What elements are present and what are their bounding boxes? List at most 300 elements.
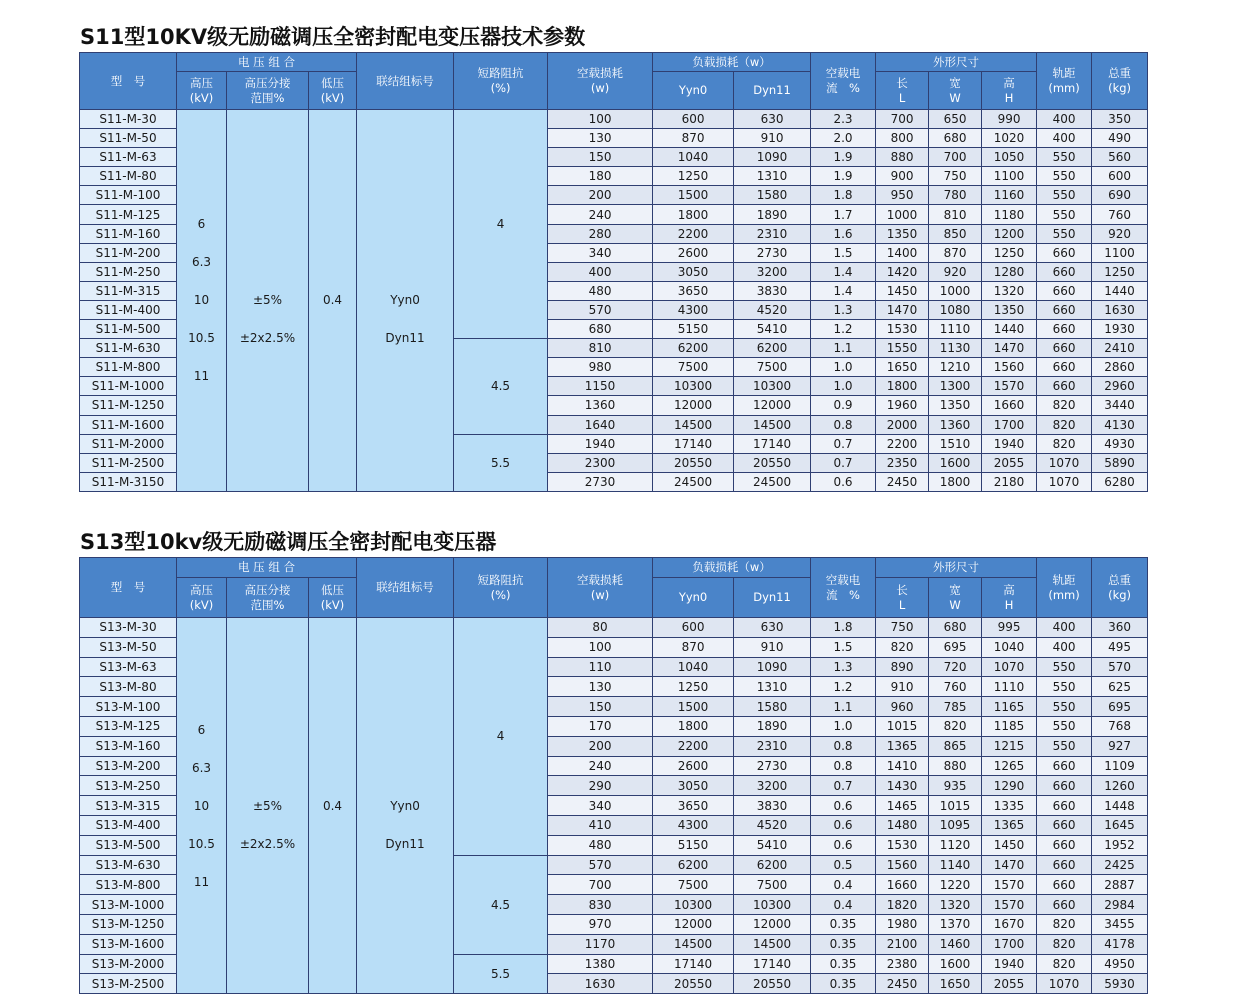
header-line: 范围%	[250, 90, 285, 105]
data-cell: 1930	[1092, 320, 1148, 339]
data-cell: 2200	[653, 736, 734, 756]
lv-value: 0.4	[322, 293, 343, 308]
data-cell: 340	[548, 243, 653, 262]
data-cell: 2410	[1092, 339, 1148, 358]
data-cell: 0.8	[811, 756, 876, 776]
data-cell: 820	[1037, 954, 1092, 974]
col-noload-current-header	[811, 53, 876, 110]
data-cell: 1700	[982, 415, 1037, 434]
col-height-header	[982, 72, 1037, 110]
data-cell: 1800	[653, 205, 734, 224]
data-cell: 550	[1037, 677, 1092, 697]
lv-merged-cell	[309, 110, 357, 492]
data-cell: 2.0	[811, 129, 876, 148]
data-cell: 24500	[734, 472, 811, 491]
col-impedance-header	[454, 53, 548, 110]
data-cell: 1570	[982, 875, 1037, 895]
data-cell: 4930	[1092, 434, 1148, 453]
data-cell: 4520	[734, 300, 811, 319]
data-cell: 1350	[876, 224, 929, 243]
data-cell: 1960	[876, 396, 929, 415]
model-cell: S11-M-400	[80, 300, 177, 319]
data-cell: 1335	[982, 796, 1037, 816]
data-cell: 2887	[1092, 875, 1148, 895]
data-cell: 550	[1037, 697, 1092, 717]
data-cell: 12000	[734, 396, 811, 415]
model-cell: S13-M-125	[80, 716, 177, 736]
data-cell: 820	[1037, 415, 1092, 434]
data-cell: 695	[929, 637, 982, 657]
data-cell: 1.6	[811, 224, 876, 243]
data-cell: 810	[548, 339, 653, 358]
data-cell: 5150	[653, 320, 734, 339]
data-cell: 0.8	[811, 415, 876, 434]
data-cell: 7500	[653, 875, 734, 895]
header-line: (kg)	[1108, 587, 1132, 602]
data-cell: 1090	[734, 657, 811, 677]
data-cell: 1070	[1037, 453, 1092, 472]
data-cell: 1310	[734, 677, 811, 697]
impedance-merged-cell: 5.5	[454, 434, 548, 491]
data-cell: 2350	[876, 453, 929, 472]
header-line: 长	[896, 75, 908, 90]
data-cell: 1.4	[811, 281, 876, 300]
impedance-merged-cell: 4	[454, 110, 548, 339]
data-cell: 1560	[982, 358, 1037, 377]
data-cell: 1170	[548, 934, 653, 954]
header-line: H	[1004, 597, 1014, 612]
data-cell: 480	[548, 281, 653, 300]
data-cell: 600	[653, 618, 734, 638]
col-weight-header	[1092, 558, 1148, 618]
data-cell: 130	[548, 677, 653, 697]
header-line: 高	[1003, 75, 1015, 90]
data-cell: 1.5	[811, 243, 876, 262]
table-row	[80, 110, 1204, 129]
header-line: L	[898, 90, 906, 105]
data-cell: 980	[548, 358, 653, 377]
data-cell: 935	[929, 776, 982, 796]
data-cell: 1800	[653, 716, 734, 736]
data-cell: 630	[734, 110, 811, 129]
data-cell: 1109	[1092, 756, 1148, 776]
header-line: 低压	[321, 582, 345, 597]
data-cell: 865	[929, 736, 982, 756]
header-line: 短路阻抗	[477, 572, 524, 587]
model-cell: S11-M-1250	[80, 396, 177, 415]
data-cell: 1440	[1092, 281, 1148, 300]
data-cell: 1470	[982, 339, 1037, 358]
data-cell: 785	[929, 697, 982, 717]
col-lv-header	[309, 578, 357, 618]
col-gauge-header	[1037, 558, 1092, 618]
model-cell: S11-M-800	[80, 358, 177, 377]
col-dims-header: 外形尺寸	[876, 558, 1037, 578]
data-cell: 680	[548, 320, 653, 339]
header-line: 宽	[949, 582, 961, 597]
data-cell: 7500	[734, 875, 811, 895]
data-cell: 3440	[1092, 396, 1148, 415]
connection-value: Dyn11	[385, 836, 425, 851]
data-cell: 2450	[876, 974, 929, 994]
data-cell: 1.1	[811, 339, 876, 358]
col-width-header	[929, 72, 982, 110]
data-cell: 1470	[982, 855, 1037, 875]
data-cell: 240	[548, 756, 653, 776]
data-cell: 0.7	[811, 434, 876, 453]
data-cell: 1952	[1092, 835, 1148, 855]
model-cell: S13-M-800	[80, 875, 177, 895]
model-cell: S11-M-630	[80, 339, 177, 358]
data-cell: 550	[1037, 167, 1092, 186]
data-cell: 3455	[1092, 914, 1148, 934]
header-line: (kg)	[1108, 81, 1132, 95]
data-cell: 12000	[653, 396, 734, 415]
data-cell: 3200	[734, 262, 811, 281]
data-cell: 1.7	[811, 205, 876, 224]
header-line: L	[898, 597, 906, 612]
data-cell: 17140	[653, 434, 734, 453]
data-cell: 700	[876, 110, 929, 129]
data-cell: 5930	[1092, 974, 1148, 994]
data-cell: 1890	[734, 716, 811, 736]
data-cell: 1480	[876, 815, 929, 835]
model-cell: S13-M-2500	[80, 974, 177, 994]
data-cell: 14500	[734, 415, 811, 434]
data-cell: 1290	[982, 776, 1037, 796]
col-height-header	[982, 578, 1037, 618]
header-line: H	[1004, 90, 1014, 105]
col-hv-header	[177, 578, 227, 618]
header-line: 高压分接	[244, 75, 291, 90]
data-cell: 760	[929, 677, 982, 697]
data-cell: 1470	[876, 300, 929, 319]
data-cell: 3050	[653, 262, 734, 281]
header-line: W	[949, 90, 961, 105]
data-cell: 0.7	[811, 453, 876, 472]
header-line: 高压分接	[244, 582, 291, 597]
data-cell: 570	[1092, 657, 1148, 677]
data-cell: 1.9	[811, 167, 876, 186]
model-cell: S11-M-500	[80, 320, 177, 339]
model-cell: S11-M-200	[80, 243, 177, 262]
model-cell: S13-M-400	[80, 815, 177, 835]
data-cell: 570	[548, 300, 653, 319]
data-cell: 660	[1037, 796, 1092, 816]
lv-merged-cell	[309, 618, 357, 994]
data-cell: 1670	[982, 914, 1037, 934]
hv-value: 10.5	[188, 331, 215, 346]
header-line: (%)	[490, 81, 511, 95]
data-cell: 14500	[734, 934, 811, 954]
model-cell: S11-M-1000	[80, 377, 177, 396]
data-cell: 1450	[982, 835, 1037, 855]
data-cell: 1650	[929, 974, 982, 994]
impedance-merged-cell: 5.5	[454, 954, 548, 994]
col-load-loss-header: 负载损耗（w）	[653, 558, 811, 578]
data-cell: 820	[1037, 434, 1092, 453]
model-cell: S11-M-100	[80, 186, 177, 205]
data-cell: 910	[734, 129, 811, 148]
model-cell: S13-M-1600	[80, 934, 177, 954]
data-cell: 2860	[1092, 358, 1148, 377]
header-line: (%)	[490, 587, 511, 602]
data-cell: 800	[876, 129, 929, 148]
data-cell: 1.9	[811, 148, 876, 167]
header-line: 范围%	[250, 597, 285, 612]
model-cell: S13-M-200	[80, 756, 177, 776]
data-cell: 1370	[929, 914, 982, 934]
data-cell: 1940	[982, 434, 1037, 453]
model-cell: S13-M-1000	[80, 895, 177, 915]
col-dyn11-header: Dyn11	[734, 578, 811, 618]
data-cell: 1110	[982, 677, 1037, 697]
hv-value: 10	[193, 293, 210, 308]
data-cell: 890	[876, 657, 929, 677]
data-cell: 110	[548, 657, 653, 677]
header-line: 高	[1003, 582, 1015, 597]
data-cell: 660	[1037, 358, 1092, 377]
data-cell: 660	[1037, 339, 1092, 358]
data-cell: 660	[1037, 835, 1092, 855]
data-cell: 200	[548, 186, 653, 205]
col-noload-loss-header	[548, 558, 653, 618]
data-cell: 150	[548, 148, 653, 167]
data-cell: 1350	[929, 396, 982, 415]
data-cell: 600	[653, 110, 734, 129]
data-cell: 660	[1037, 281, 1092, 300]
data-cell: 1380	[548, 954, 653, 974]
data-cell: 1420	[876, 262, 929, 281]
data-cell: 1600	[929, 453, 982, 472]
header-line: 总重	[1108, 66, 1132, 80]
hv-value: 6	[197, 217, 206, 232]
data-cell: 660	[1037, 262, 1092, 281]
data-cell: 2055	[982, 974, 1037, 994]
data-cell: 2450	[876, 472, 929, 491]
data-cell: 6200	[734, 855, 811, 875]
data-cell: 360	[1092, 618, 1148, 638]
data-cell: 2.3	[811, 110, 876, 129]
data-cell: 1570	[982, 895, 1037, 915]
hv-value: 11	[193, 369, 210, 384]
data-cell: 20550	[653, 453, 734, 472]
data-cell: 1940	[548, 434, 653, 453]
data-cell: 0.35	[811, 954, 876, 974]
data-cell: 3830	[734, 281, 811, 300]
header-line: 短路阻抗	[477, 66, 524, 80]
data-cell: 1580	[734, 186, 811, 205]
data-cell: 400	[1037, 637, 1092, 657]
data-cell: 1600	[929, 954, 982, 974]
header-line: (kV)	[320, 597, 345, 612]
data-cell: 995	[982, 618, 1037, 638]
col-yyn0-header: Yyn0	[653, 578, 734, 618]
header-line: 高压	[190, 75, 213, 90]
data-cell: 240	[548, 205, 653, 224]
data-cell: 1100	[1092, 243, 1148, 262]
hv-value: 11	[193, 874, 210, 889]
data-cell: 2310	[734, 736, 811, 756]
header-line: 流 %	[826, 81, 860, 95]
data-cell: 1095	[929, 815, 982, 835]
data-cell: 880	[876, 148, 929, 167]
data-cell: 1650	[876, 358, 929, 377]
data-cell: 1310	[734, 167, 811, 186]
data-cell: 130	[548, 129, 653, 148]
col-weight-header	[1092, 53, 1148, 110]
data-cell: 1040	[982, 637, 1037, 657]
data-cell: 550	[1037, 736, 1092, 756]
data-cell: 1165	[982, 697, 1037, 717]
data-cell: 180	[548, 167, 653, 186]
data-cell: 10300	[653, 895, 734, 915]
data-cell: 927	[1092, 736, 1148, 756]
data-cell: 660	[1037, 895, 1092, 915]
data-cell: 6200	[653, 855, 734, 875]
data-cell: 1.5	[811, 637, 876, 657]
data-cell: 1.1	[811, 697, 876, 717]
data-cell: 1450	[876, 281, 929, 300]
data-cell: 1448	[1092, 796, 1148, 816]
model-cell: S11-M-160	[80, 224, 177, 243]
data-cell: 1.0	[811, 377, 876, 396]
data-cell: 1280	[982, 262, 1037, 281]
data-cell: 0.35	[811, 914, 876, 934]
header-line: (mm)	[1048, 81, 1080, 95]
data-cell: 4300	[653, 300, 734, 319]
col-yyn0-header: Yyn0	[653, 72, 734, 110]
header-line: (w)	[590, 81, 610, 95]
data-cell: 5150	[653, 835, 734, 855]
data-cell: 100	[548, 637, 653, 657]
data-cell: 820	[876, 637, 929, 657]
hv-value: 6.3	[191, 760, 212, 775]
data-cell: 14500	[653, 934, 734, 954]
data-cell: 1.8	[811, 618, 876, 638]
col-noload-loss-header	[548, 53, 653, 110]
data-cell: 2380	[876, 954, 929, 974]
data-cell: 960	[876, 697, 929, 717]
data-cell: 1560	[876, 855, 929, 875]
data-cell: 1250	[653, 167, 734, 186]
col-dims-header: 外形尺寸	[876, 53, 1037, 72]
data-cell: 1050	[982, 148, 1037, 167]
data-cell: 680	[929, 129, 982, 148]
data-cell: 2984	[1092, 895, 1148, 915]
model-cell: S13-M-63	[80, 657, 177, 677]
data-cell: 80	[548, 618, 653, 638]
model-cell: S13-M-1250	[80, 914, 177, 934]
data-cell: 1410	[876, 756, 929, 776]
header-line: (mm)	[1048, 587, 1080, 602]
data-cell: 1530	[876, 320, 929, 339]
header-line: (w)	[590, 587, 610, 602]
data-cell: 1510	[929, 434, 982, 453]
data-cell: 1110	[929, 320, 982, 339]
data-cell: 1460	[929, 934, 982, 954]
data-cell: 830	[548, 895, 653, 915]
data-cell: 20550	[653, 974, 734, 994]
header-line: 轨距	[1052, 572, 1076, 587]
data-cell: 810	[929, 205, 982, 224]
header-line: 空载损耗	[577, 572, 624, 587]
data-cell: 1000	[876, 205, 929, 224]
data-cell: 5890	[1092, 453, 1148, 472]
tap-value: ±2x2.5%	[239, 331, 296, 346]
data-cell: 4520	[734, 815, 811, 835]
table-title: S13型10kv级无励磁调压全密封配电变压器	[80, 530, 497, 554]
data-cell: 2200	[876, 434, 929, 453]
data-cell: 1580	[734, 697, 811, 717]
model-cell: S13-M-500	[80, 835, 177, 855]
connection-value: Yyn0	[390, 293, 420, 308]
connection-value: Yyn0	[390, 798, 420, 813]
data-cell: 0.35	[811, 974, 876, 994]
data-cell: 0.8	[811, 736, 876, 756]
data-cell: 340	[548, 796, 653, 816]
data-cell: 750	[929, 167, 982, 186]
col-lv-header	[309, 72, 357, 110]
data-cell: 1360	[929, 415, 982, 434]
data-cell: 1.4	[811, 262, 876, 281]
data-cell: 660	[1037, 756, 1092, 776]
header-line: 长	[896, 582, 908, 597]
data-cell: 200	[548, 736, 653, 756]
model-cell: S11-M-125	[80, 205, 177, 224]
data-cell: 17140	[653, 954, 734, 974]
data-cell: 550	[1037, 657, 1092, 677]
data-cell: 0.7	[811, 776, 876, 796]
data-cell: 150	[548, 697, 653, 717]
data-cell: 1215	[982, 736, 1037, 756]
data-cell: 1320	[929, 895, 982, 915]
model-cell: S13-M-315	[80, 796, 177, 816]
data-cell: 490	[1092, 129, 1148, 148]
data-cell: 660	[1037, 243, 1092, 262]
data-cell: 2600	[653, 756, 734, 776]
data-cell: 2000	[876, 415, 929, 434]
header-line: 空载电	[825, 66, 861, 80]
data-cell: 1210	[929, 358, 982, 377]
data-cell: 630	[734, 618, 811, 638]
data-cell: 870	[653, 637, 734, 657]
data-cell: 0.4	[811, 895, 876, 915]
data-cell: 660	[1037, 875, 1092, 895]
lv-value: 0.4	[322, 798, 343, 813]
col-tap-header	[227, 72, 309, 110]
data-cell: 480	[548, 835, 653, 855]
data-cell: 1120	[929, 835, 982, 855]
data-cell: 660	[1037, 300, 1092, 319]
data-cell: 720	[929, 657, 982, 677]
data-cell: 1200	[982, 224, 1037, 243]
data-cell: 495	[1092, 637, 1148, 657]
data-cell: 550	[1037, 205, 1092, 224]
col-voltage-group-header: 电 压 组 合	[177, 558, 357, 578]
data-cell: 20550	[734, 453, 811, 472]
data-cell: 0.6	[811, 835, 876, 855]
hv-value: 6	[197, 722, 206, 737]
data-cell: 400	[1037, 618, 1092, 638]
model-cell: S13-M-2000	[80, 954, 177, 974]
connection-merged-cell	[357, 618, 454, 994]
model-cell: S11-M-63	[80, 148, 177, 167]
connection-merged-cell	[357, 110, 454, 492]
header-line: 总重	[1108, 572, 1132, 587]
data-cell: 1630	[548, 974, 653, 994]
data-cell: 7500	[653, 358, 734, 377]
